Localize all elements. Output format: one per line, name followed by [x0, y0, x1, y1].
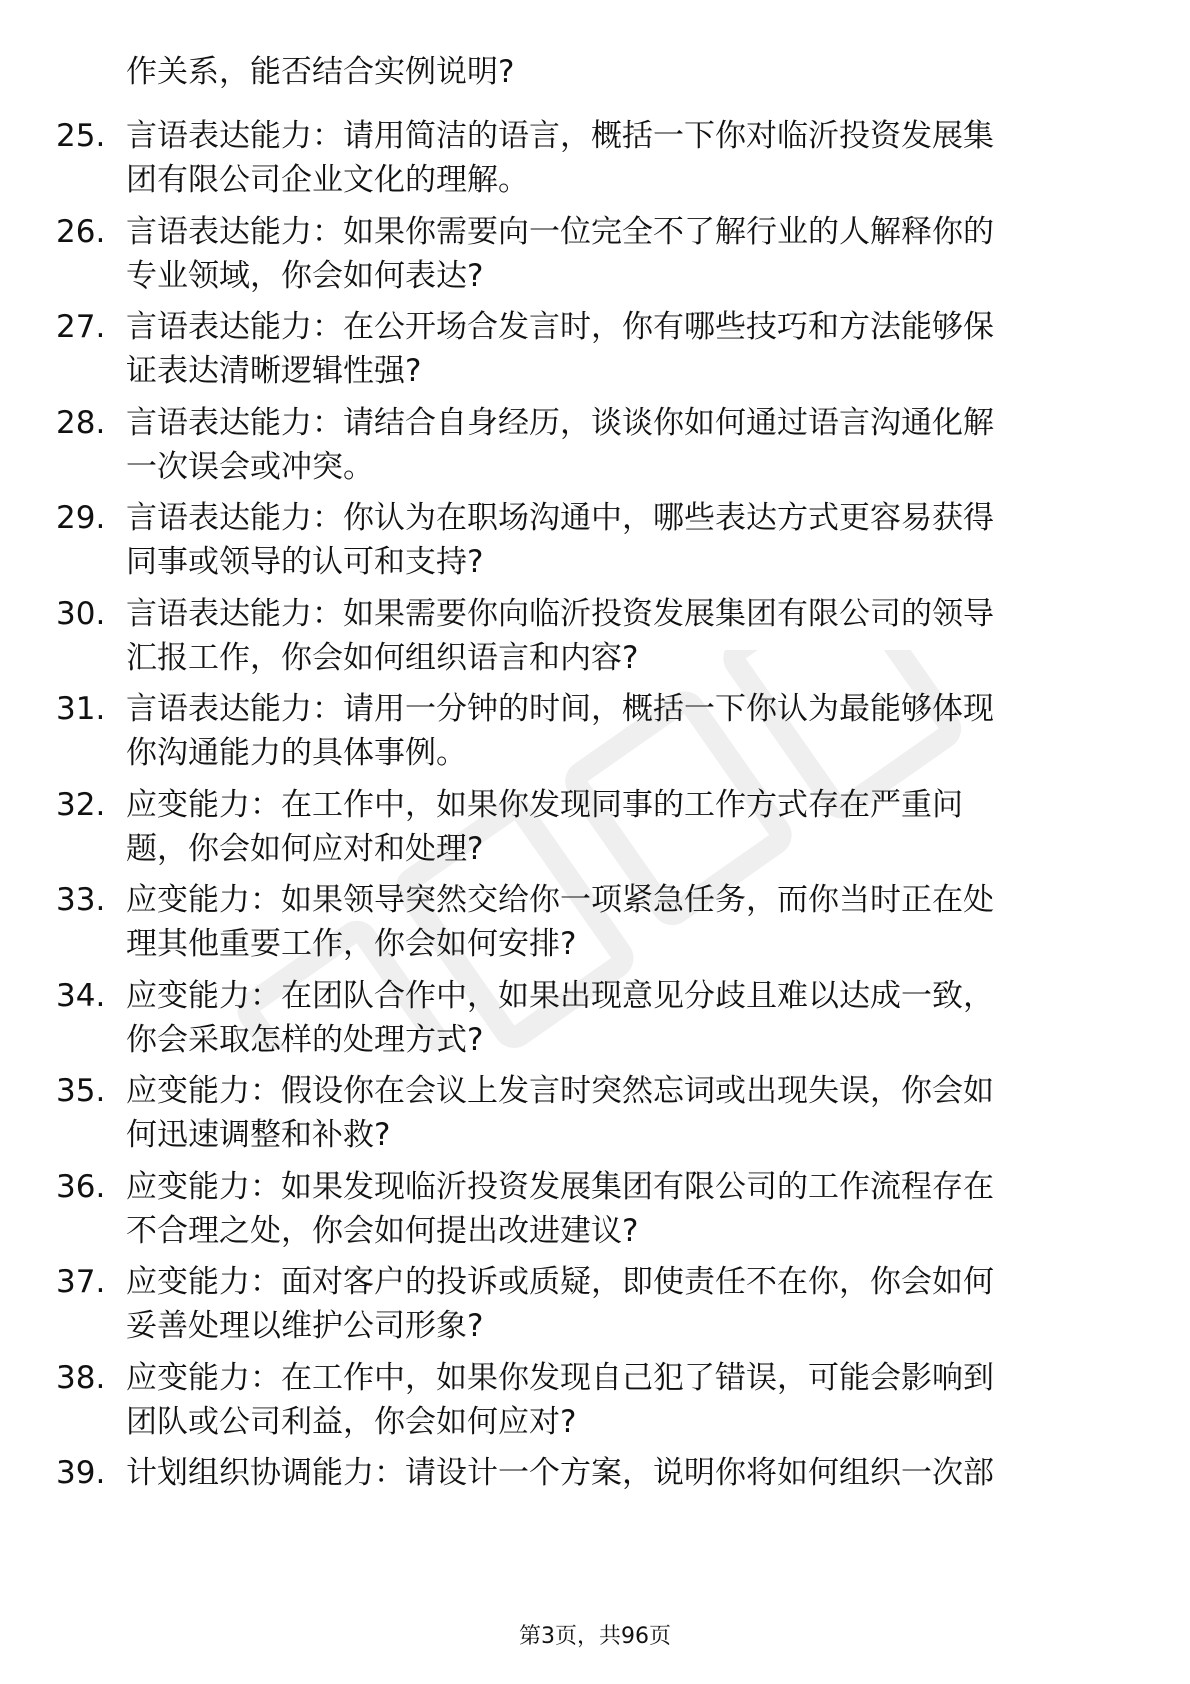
question-text-line: 言语表达能力：如果需要你向临沂投资发展集团有限公司的领导 [126, 596, 994, 632]
question-item [0, 592, 1190, 692]
question-text [126, 592, 1126, 680]
question-text-line: 你会采取怎样的处理方式? [126, 1022, 484, 1058]
question-text-line: 团有限公司企业文化的理解。 [126, 162, 529, 198]
question-number: 32. [56, 787, 106, 823]
question-text [126, 114, 1126, 202]
question-number: 37. [56, 1264, 106, 1300]
question-text-line: 你沟通能力的具体事例。 [126, 735, 467, 771]
question-item [0, 1260, 1190, 1360]
question-item [0, 1165, 1190, 1265]
question-text-line: 一次误会或冲突。 [126, 449, 374, 485]
question-text [126, 401, 1126, 489]
question-number: 31. [56, 691, 106, 727]
question-text-line: 言语表达能力：在公开场合发言时，你有哪些技巧和方法能够保 [126, 309, 994, 345]
question-number: 38. [56, 1360, 106, 1396]
question-item [0, 1451, 1190, 1551]
question-item [0, 114, 1190, 214]
question-item [0, 1356, 1190, 1456]
question-text-line: 同事或领导的认可和支持? [126, 544, 484, 580]
question-text [126, 878, 1126, 966]
question-number: 34. [56, 978, 106, 1014]
question-text-line: 应变能力：如果领导突然交给你一项紧急任务，而你当时正在处 [126, 882, 994, 918]
question-text-line: 应变能力：如果发现临沂投资发展集团有限公司的工作流程存在 [126, 1169, 994, 1205]
question-number: 33. [56, 882, 106, 918]
question-text [126, 210, 1126, 298]
question-item [0, 401, 1190, 501]
question-text-line: 不合理之处，你会如何提出改进建议? [126, 1213, 639, 1249]
question-text [126, 687, 1126, 775]
question-text [126, 1165, 1126, 1253]
question-text-line: 妥善处理以维护公司形象? [126, 1308, 484, 1344]
question-text-line: 理其他重要工作，你会如何安排? [126, 926, 577, 962]
continued-question-text: 作关系，能否结合实例说明? [126, 54, 515, 90]
question-text [126, 974, 1126, 1062]
question-text-line: 何迅速调整和补救? [126, 1117, 391, 1153]
question-text [126, 1260, 1126, 1348]
question-item [0, 496, 1190, 596]
question-text-line: 汇报工作，你会如何组织语言和内容? [126, 640, 639, 676]
question-text [126, 496, 1126, 584]
question-text-line: 计划组织协调能力：请设计一个方案，说明你将如何组织一次部 [126, 1455, 994, 1491]
question-item [0, 1069, 1190, 1169]
question-text [126, 1356, 1126, 1444]
question-text-line: 应变能力：在工作中，如果你发现自己犯了错误，可能会影响到 [126, 1360, 994, 1396]
question-text-line: 言语表达能力：你认为在职场沟通中，哪些表达方式更容易获得 [126, 500, 994, 536]
question-text-line: 言语表达能力：请结合自身经历，谈谈你如何通过语言沟通化解 [126, 405, 994, 441]
question-item [0, 305, 1190, 405]
question-number: 28. [56, 405, 106, 441]
question-text-line: 团队或公司利益，你会如何应对? [126, 1404, 577, 1440]
question-item [0, 783, 1190, 883]
question-text-line: 言语表达能力：请用简洁的语言，概括一下你对临沂投资发展集 [126, 118, 994, 154]
question-text-line: 应变能力：在工作中，如果你发现同事的工作方式存在严重问 [126, 787, 963, 823]
question-text-line: 言语表达能力：如果你需要向一位完全不了解行业的人解释你的 [126, 214, 994, 250]
question-text [126, 305, 1126, 393]
question-number: 25. [56, 118, 106, 154]
question-item [0, 878, 1190, 978]
question-number: 36. [56, 1169, 106, 1205]
question-item [0, 974, 1190, 1074]
question-text [126, 1451, 1126, 1495]
question-text [126, 1069, 1126, 1157]
question-text [126, 783, 1126, 871]
question-number: 27. [56, 309, 106, 345]
question-text-line: 证表达清晰逻辑性强? [126, 353, 422, 389]
question-text-line: 题，你会如何应对和处理? [126, 831, 484, 867]
question-number: 29. [56, 500, 106, 536]
question-number: 39. [56, 1455, 106, 1491]
question-item [0, 210, 1190, 310]
page-footer: 第3页，共96页 [519, 1624, 671, 1649]
question-text-line: 应变能力：假设你在会议上发言时突然忘词或出现失误，你会如 [126, 1073, 994, 1109]
question-number: 26. [56, 214, 106, 250]
question-number: 35. [56, 1073, 106, 1109]
question-text-line: 言语表达能力：请用一分钟的时间，概括一下你认为最能够体现 [126, 691, 994, 727]
question-item [0, 687, 1190, 787]
question-text-line: 专业领域，你会如何表达? [126, 258, 484, 294]
question-text-line: 应变能力：在团队合作中，如果出现意见分歧且难以达成一致， [126, 978, 994, 1014]
question-text-line: 应变能力：面对客户的投诉或质疑，即使责任不在你，你会如何 [126, 1264, 994, 1300]
question-number: 30. [56, 596, 106, 632]
